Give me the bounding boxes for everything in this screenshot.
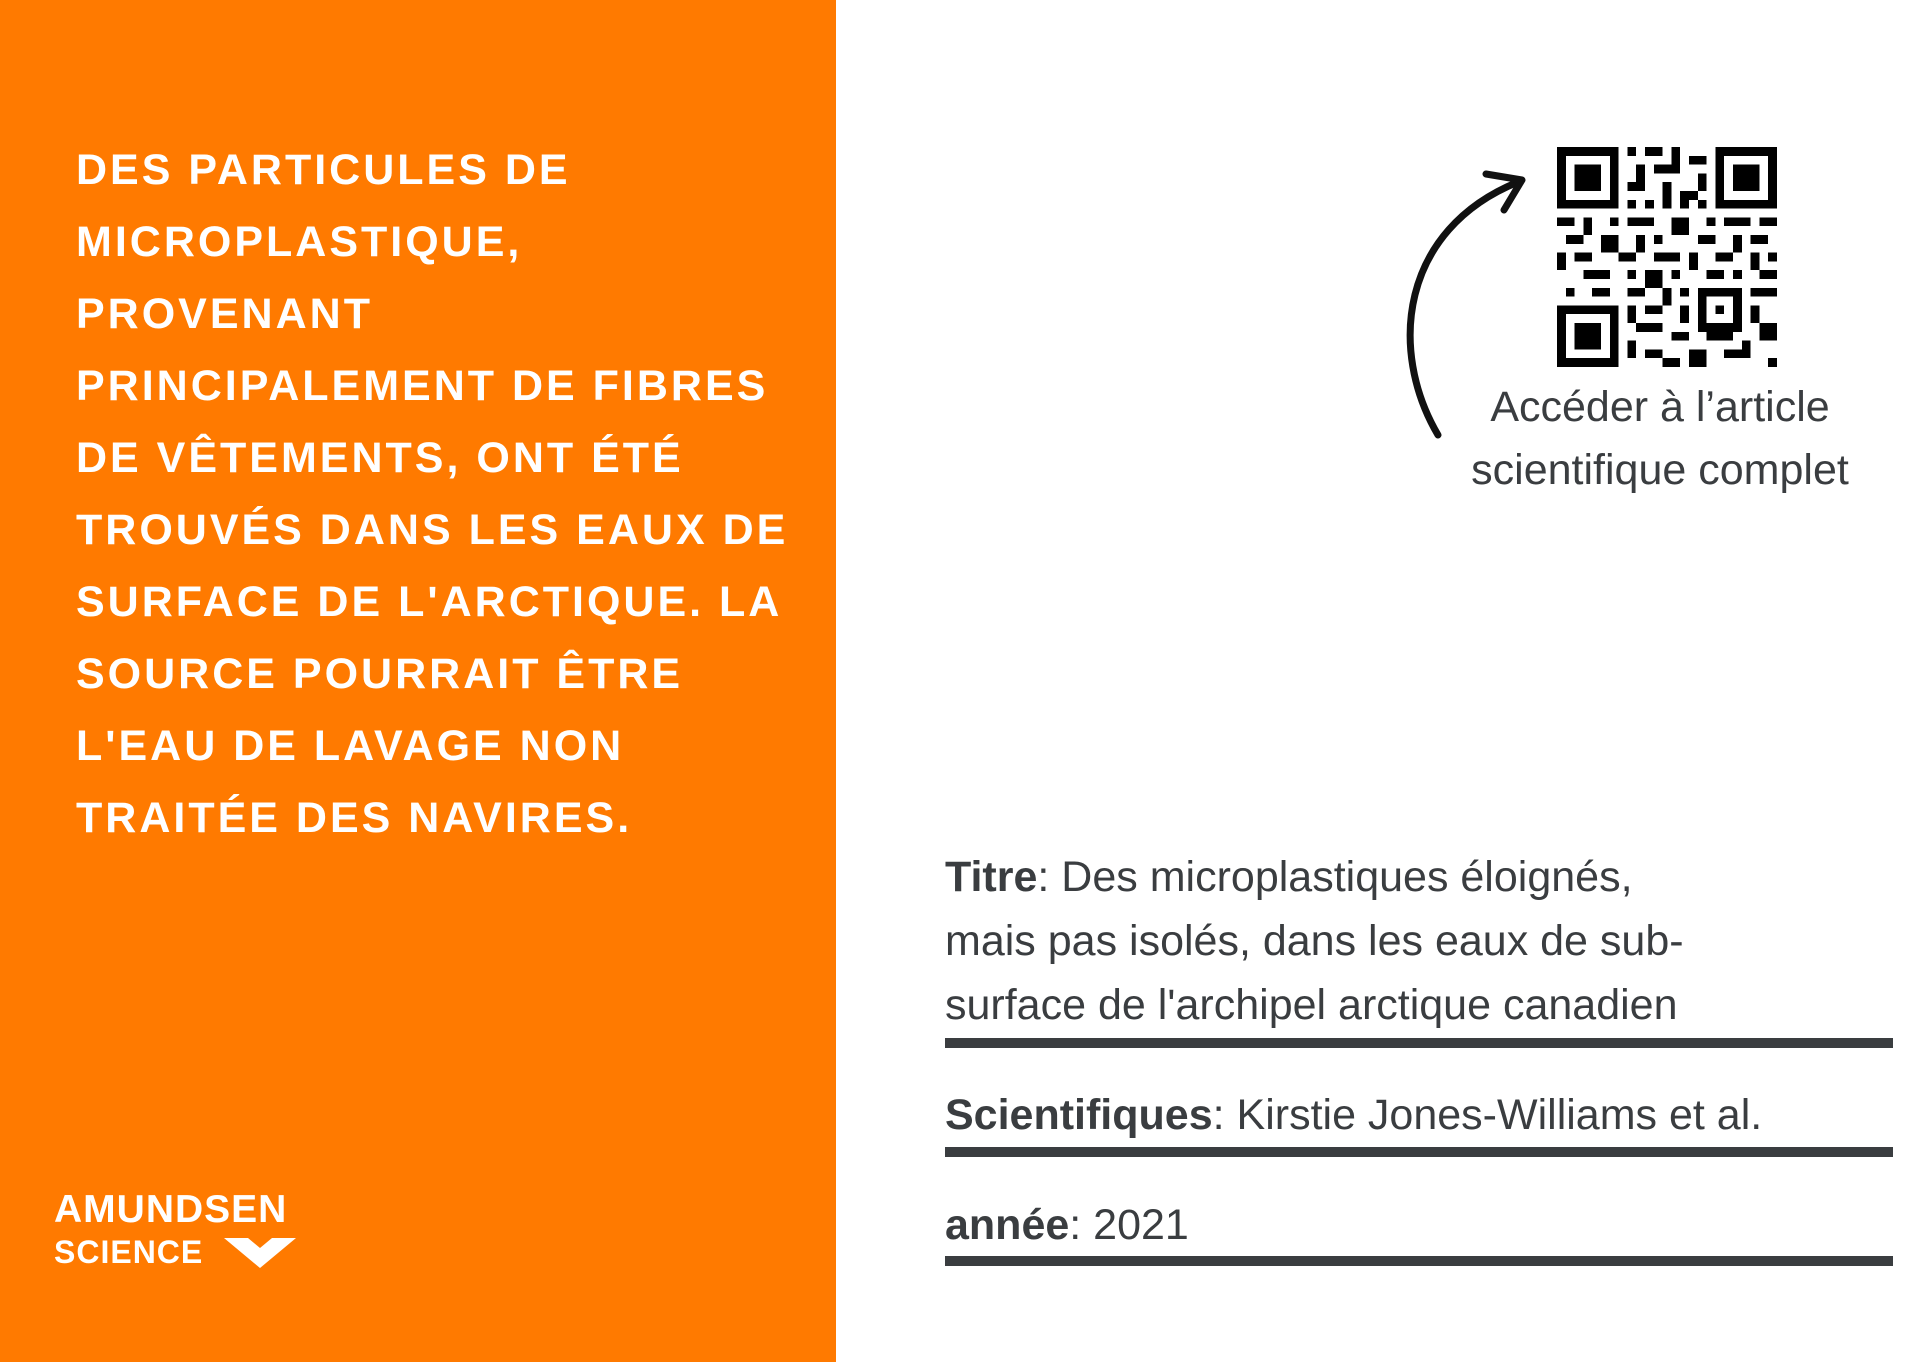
- year-value: : 2021: [1069, 1201, 1189, 1249]
- orange-panel: [0, 0, 836, 1362]
- logo-line2: SCIENCE: [54, 1234, 204, 1270]
- qr-code[interactable]: [1557, 147, 1777, 367]
- divider: [945, 1256, 1893, 1266]
- qr-caption: [1420, 376, 1900, 502]
- title-value-line3: surface de l'archipel arctique canadien: [945, 981, 1678, 1029]
- chevron-down-icon: [224, 1238, 296, 1268]
- article-scientists: [945, 1083, 1893, 1147]
- article-year: [945, 1193, 1893, 1257]
- headline: DES PARTICULES DE MICROPLASTIQUE, PROVENANT PRINCIPALEMENT DE FIBRES DE VÊTEMENTS, ONT ÉTÉ TROUVÉS DANS LES EAUX DE SURFACE DE L'ARCTIQUE. LA SOURCE POURRAIT ÊTRE L'EAU DE LAVAGE NON TRAITÉE DES NAVIRES.: [76, 146, 789, 842]
- scientists-value: : Kirstie Jones-Williams et al.: [1212, 1091, 1763, 1139]
- title-label: Titre: [945, 853, 1038, 901]
- scientists-label: Scientifiques: [945, 1091, 1213, 1139]
- qr-caption-line1: Accéder à l’article: [1490, 383, 1830, 431]
- divider: [945, 1038, 1893, 1048]
- logo-line1: AMUNDSEN: [54, 1188, 288, 1231]
- qr-caption-line2: scientifique complet: [1471, 446, 1849, 494]
- article-title: [945, 845, 1893, 1037]
- divider: [945, 1147, 1893, 1157]
- title-value-line1: : Des microplastiques éloignés,: [1037, 853, 1633, 901]
- title-value-line2: mais pas isolés, dans les eaux de sub-: [945, 917, 1684, 965]
- year-label: année: [945, 1201, 1070, 1249]
